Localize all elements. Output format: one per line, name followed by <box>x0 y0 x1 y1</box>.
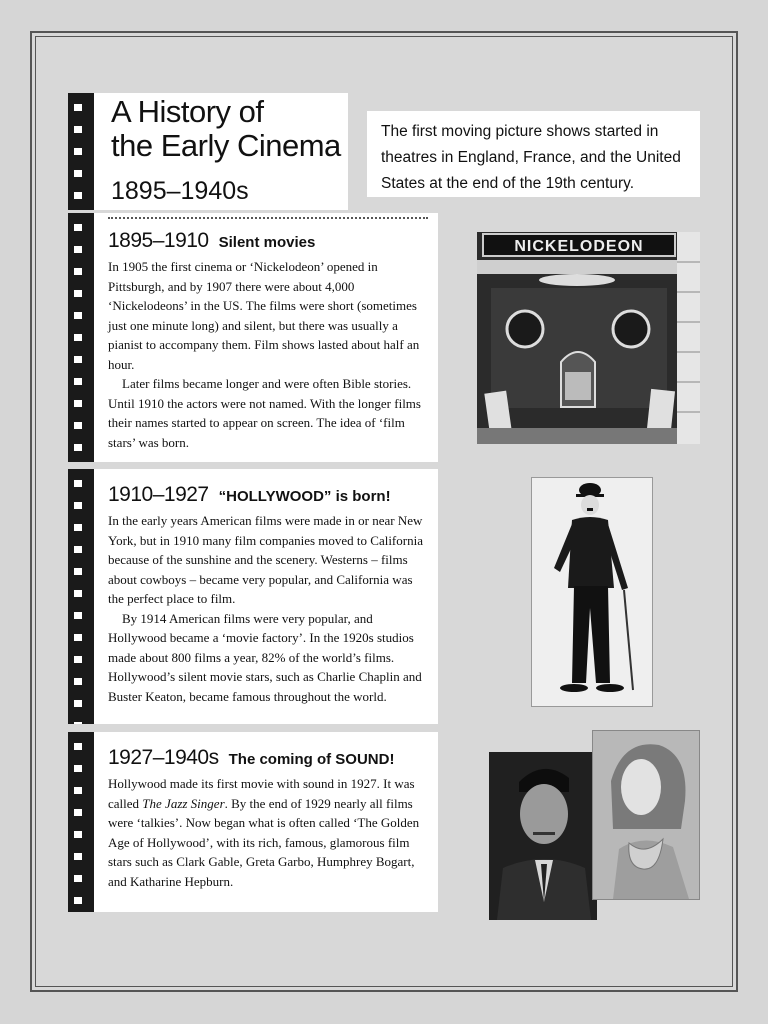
section-sound <box>68 732 438 912</box>
title-card <box>68 93 348 210</box>
divider <box>108 217 428 219</box>
section-title: The coming of SOUND! <box>228 751 395 768</box>
intro-text: The first moving picture shows started in theatres in England, France, and the United States at the end of the 19th century. <box>367 111 700 197</box>
section-heading <box>108 746 428 770</box>
section-silent-movies <box>68 213 438 462</box>
page-title <box>111 95 341 163</box>
section-heading <box>108 483 428 507</box>
section-heading <box>108 229 428 253</box>
paragraph: In the early years American films were made in or near New York, but in 1910 many film companies moved to California because of the sunshine and the scenery. Westerns – films about cowboys – became very popular, and California was the perfect place to film. <box>108 513 423 606</box>
chaplin-photo <box>531 477 653 707</box>
section-title: Silent movies <box>218 234 316 251</box>
paragraph: Later films became longer and were often Bible stories. Until 1910 the actors were not named. With the longer films their names started to appear on screen. The idea of ‘film stars’ was born. <box>108 376 421 450</box>
film-title: The Jazz Singer <box>142 795 225 811</box>
title-line-1: A History of <box>111 94 264 129</box>
nickelodeon-sign: NICKELODEON <box>514 238 644 255</box>
title-line-2: the Early Cinema <box>111 128 341 163</box>
clark-gable-photo <box>489 752 597 920</box>
section-title: “HOLLYWOOD” is born! <box>218 488 391 505</box>
filmstrip-icon <box>68 213 94 462</box>
section-hollywood <box>68 469 438 724</box>
nickelodeon-photo <box>477 232 700 444</box>
section-dates: 1910–1927 <box>108 483 209 506</box>
greta-garbo-photo <box>592 730 700 900</box>
paragraph: By 1914 American films were very popular, and Hollywood became a ‘movie factory’. In the 1920s studios made about 800 films a year, 82% of the world’s films. Hollywood’s silent movie stars, such as Charlie Chaplin and Buster Keaton, became famous throughout the world. <box>108 610 422 704</box>
section-dates: 1927–1940s <box>108 746 219 769</box>
filmstrip-icon <box>68 469 94 724</box>
section-dates: 1895–1910 <box>108 229 209 252</box>
filmstrip-icon <box>68 93 94 210</box>
paragraph: In 1905 the first cinema or ‘Nickelodeon’ opened in Pittsburgh, and by 1907 there were about 4,000 ‘Nickelodeons’ in the US. The films were short (sometimes just one minute long) and silent, but there was usually a pianist to accompany them. Film shows lasted about half an hour. <box>108 259 420 372</box>
paragraph: Hollywood made its first movie with sound in 1927. It was called The Jazz Singer. By the end of 1929 nearly all films were ‘talkies’. Now began what is often called ‘The Golden Age of Hollywood’, with its rich, famous, glamorous film stars such as Clark Gable, Greta Garbo, Humphrey Bogart, and Katharine Hepburn. <box>108 776 420 889</box>
title-dates: 1895–1940s <box>111 177 249 205</box>
filmstrip-icon <box>68 732 94 912</box>
